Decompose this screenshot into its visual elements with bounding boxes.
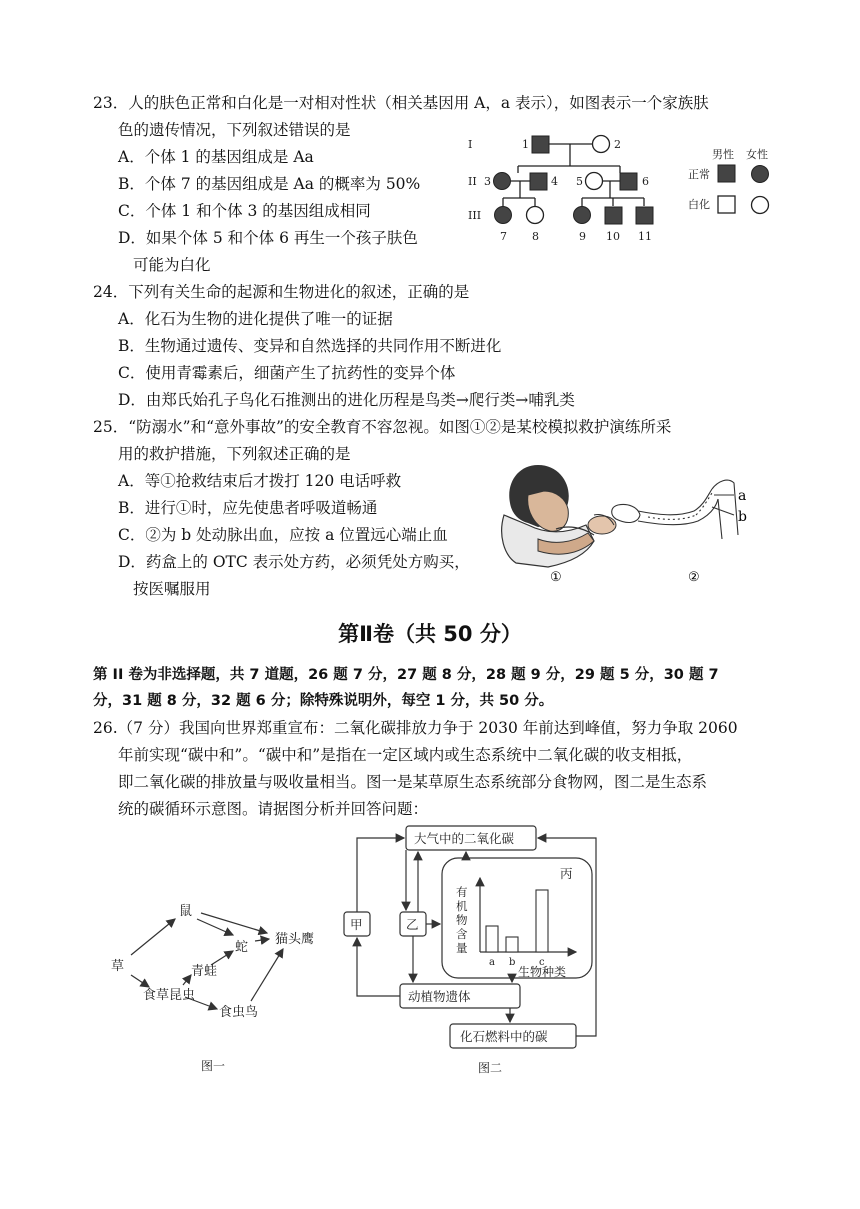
y-label-1: 机 xyxy=(456,899,468,913)
q25-option-d-line1: D．药盒上的 OTC 表示处方药，必须凭处方购买， xyxy=(118,553,470,571)
q25-option-a: A．等①抢救结束后才拨打 120 电话呼救 xyxy=(118,472,402,490)
legend-normal-male-icon xyxy=(718,165,735,182)
id-10: 10 xyxy=(606,230,620,243)
q23-option-a: A．个体 1 的基因组成是 Aa xyxy=(118,148,314,166)
y-label-4: 量 xyxy=(456,941,468,955)
q26-line1: 26.（7 分）我国向世界郑重宣布：二氧化碳排放力争于 2030 年前达到峰值，努力争取 2060 xyxy=(93,719,738,737)
gen-label-iii: III xyxy=(468,209,482,222)
q25-stem-line1: 25．“防溺水”和“意外事故”的安全教育不容忽视。如图①②是某校模拟救护演练所采 xyxy=(93,418,672,436)
individual-5 xyxy=(586,173,603,190)
id-4: 4 xyxy=(551,175,558,188)
bar-b xyxy=(506,937,518,952)
legend-female: 女性 xyxy=(746,148,768,161)
gen-label-i: I xyxy=(468,138,473,151)
individual-3 xyxy=(494,173,511,190)
q25-stem-line2: 用的救护措施，下列叙述正确的是 xyxy=(118,445,351,463)
y-label-3: 含 xyxy=(456,927,468,941)
section-title: 第Ⅱ卷（共 50 分） xyxy=(338,622,522,646)
q23-option-b: B．个体 7 的基因组成是 Aa 的概率为 50% xyxy=(118,175,421,193)
figure-two-caption: 图二 xyxy=(478,1061,503,1075)
node-owl: 猫头鹰 xyxy=(275,932,315,947)
pedigree-diagram xyxy=(460,128,790,248)
q24-option-a: A．化石为生物的进化提供了唯一的证据 xyxy=(118,310,393,328)
id-8: 8 xyxy=(532,230,539,243)
bar-c xyxy=(536,890,548,952)
individual-1 xyxy=(532,136,549,153)
gen-label-ii: II xyxy=(468,175,477,188)
individual-9 xyxy=(574,207,591,224)
legend-normal: 正常 xyxy=(688,168,710,181)
bar-label-c: c xyxy=(539,957,545,968)
id-11: 11 xyxy=(638,230,652,243)
legend-normal-female-icon xyxy=(752,166,769,183)
figure-label-1: ① xyxy=(550,570,562,585)
arm-bleeding-illustration xyxy=(612,480,738,539)
label-remains: 动植物遗体 xyxy=(408,989,471,1004)
id-3: 3 xyxy=(484,175,491,188)
legend-male: 男性 xyxy=(712,148,734,161)
y-label-2: 物 xyxy=(456,913,468,927)
section-desc-line2: 分，31 题 8 分，32 题 6 分；除特殊说明外，每空 1 分，共 50 分。 xyxy=(93,693,554,709)
label-co2: 大气中的二氧化碳 xyxy=(414,831,515,846)
node-frog: 青蛙 xyxy=(191,964,218,979)
q26-line3: 即二氧化碳的排放量与吸收量相当。图一是某草原生态系统部分食物网，图二是生态系 xyxy=(118,773,708,791)
id-1: 1 xyxy=(522,138,529,151)
bar-label-a: a xyxy=(489,957,495,968)
q24-option-c: C．使用青霉素后，细菌产生了抗药性的变异个体 xyxy=(118,364,456,382)
id-2: 2 xyxy=(614,138,621,151)
rescue-breathing-illustration xyxy=(502,465,616,567)
food-web-diagram xyxy=(105,895,335,1075)
label-a: a xyxy=(738,488,747,504)
label-jia: 甲 xyxy=(350,917,363,932)
individual-7 xyxy=(495,207,512,224)
individual-11 xyxy=(636,207,653,224)
section-desc-line1: 第 II 卷为非选择题，共 7 道题，26 题 7 分，27 题 8 分，28 题 9 分，29 题 5 分，30 题 7 xyxy=(93,667,719,683)
q26-line4: 统的碳循环示意图。请据图分析并回答问题： xyxy=(118,800,429,818)
individual-8 xyxy=(527,207,544,224)
node-snake: 蛇 xyxy=(235,940,249,955)
x-label: 生物种类 xyxy=(518,965,567,979)
q25-option-d-line2: 按医嘱服用 xyxy=(133,580,211,598)
q23-option-d-line1: D．如果个体 5 和个体 6 再生一个孩子肤色 xyxy=(118,229,418,247)
legend-albino-female-icon xyxy=(752,197,769,214)
q25-option-b: B．进行①时，应先使患者呼吸道畅通 xyxy=(118,499,378,517)
node-insect: 食草昆虫 xyxy=(143,988,196,1003)
individual-2 xyxy=(593,136,610,153)
individual-10 xyxy=(605,207,622,224)
legend-albino-male-icon xyxy=(718,196,735,213)
q23-stem-line2: 色的遗传情况，下列叙述错误的是 xyxy=(118,121,351,139)
id-7: 7 xyxy=(500,230,507,243)
q23-stem-line1: 23．人的肤色正常和白化是一对相对性状（相关基因用 A，a 表示），如图表示一个家族肤 xyxy=(93,94,709,112)
figure-label-2: ② xyxy=(688,570,700,585)
label-fossil: 化石燃料中的碳 xyxy=(460,1029,548,1044)
y-label-0: 有 xyxy=(456,885,468,899)
node-mouse: 鼠 xyxy=(179,904,193,919)
first-aid-figures xyxy=(498,455,763,590)
id-5: 5 xyxy=(576,175,583,188)
bar-a xyxy=(486,926,498,952)
q23-option-d-line2: 可能为白化 xyxy=(133,256,211,274)
label-bing: 丙 xyxy=(560,866,573,881)
figure-one-caption: 图一 xyxy=(201,1059,226,1073)
node-grass: 草 xyxy=(111,959,125,974)
node-bird: 食虫鸟 xyxy=(219,1005,259,1020)
id-9: 9 xyxy=(579,230,586,243)
q24-stem: 24．下列有关生命的起源和生物进化的叙述，正确的是 xyxy=(93,283,470,301)
q25-option-c: C．②为 b 处动脉出血，应按 a 位置远心端止血 xyxy=(118,526,448,544)
label-yi: 乙 xyxy=(406,917,419,932)
carbon-cycle-diagram xyxy=(340,820,610,1082)
legend-albino: 白化 xyxy=(688,198,710,211)
q24-option-b: B．生物通过遗传、变异和自然选择的共同作用不断进化 xyxy=(118,337,502,355)
individual-4 xyxy=(530,173,547,190)
q26-line2: 年前实现“碳中和”。“碳中和”是指在一定区域内或生态系统中二氧化碳的收支相抵， xyxy=(118,746,693,764)
individual-6 xyxy=(620,173,637,190)
bar-label-b: b xyxy=(509,957,516,968)
q24-option-d: D．由郑氏始孔子鸟化石推测出的进化历程是鸟类→爬行类→哺乳类 xyxy=(118,391,575,409)
id-6: 6 xyxy=(642,175,649,188)
q23-option-c: C．个体 1 和个体 3 的基因组成相同 xyxy=(118,202,371,220)
label-b: b xyxy=(738,509,747,525)
